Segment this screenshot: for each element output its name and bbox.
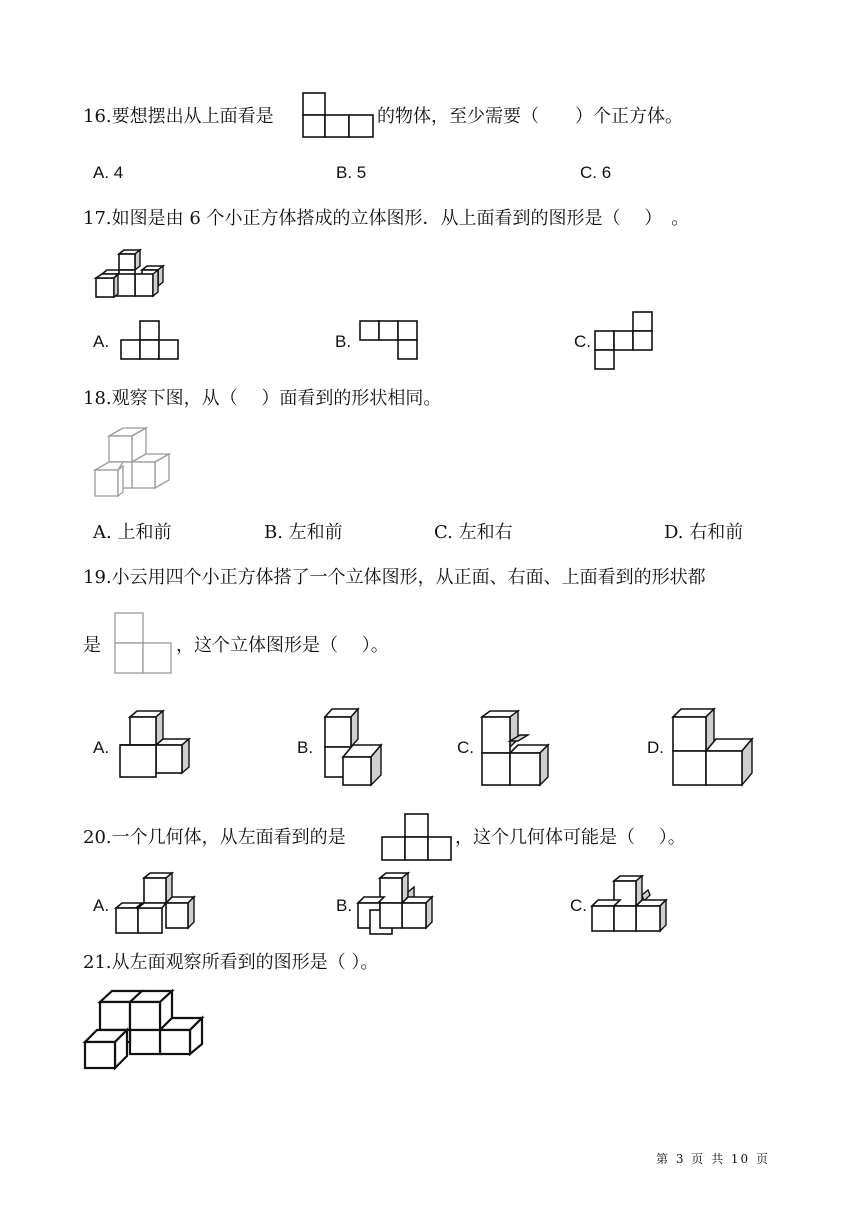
q20-option-b-figure[interactable] [356, 870, 440, 936]
q16-stem-prefix: 16.要想摆出从上面看是 [83, 106, 274, 127]
q20-option-c-label[interactable]: C. [570, 896, 587, 915]
q18-stem: 18.观察下图，从（ ）面看到的形状相同。 [83, 388, 442, 409]
q18-option-c[interactable]: C. 左和右 [434, 522, 513, 543]
q20-stem-suffix: ，这个几何体可能是（ ）。 [455, 827, 686, 848]
q21-stem: 21.从左面观察所看到的图形是（ ）。 [83, 952, 379, 973]
q17-option-a-label[interactable]: A. [93, 332, 110, 351]
q17-option-c-figure[interactable] [594, 311, 656, 371]
q18-option-d[interactable]: D. 右和前 [664, 522, 744, 543]
q18-solid-figure [92, 426, 182, 500]
q20-left-view-figure [381, 813, 453, 863]
q20-option-a-label[interactable]: A. [93, 896, 110, 915]
q16-option-c[interactable]: C. 6 [580, 163, 612, 182]
q20-option-a-figure[interactable] [114, 872, 204, 936]
q18-option-b[interactable]: B. 左和前 [264, 522, 343, 543]
q17-stem: 17.如图是由 6 个小正方体搭成的立体图形．从上面看到的图形是（ ） 。 [83, 208, 690, 229]
q19-option-d-figure[interactable] [670, 705, 760, 789]
q17-option-b-label[interactable]: B. [335, 332, 352, 351]
q17-solid-figure [94, 250, 174, 300]
q19-option-c-figure[interactable] [480, 709, 560, 789]
q20-option-c-figure[interactable] [590, 873, 674, 937]
q19-option-c-label[interactable]: C. [457, 738, 474, 757]
q20-option-b-label[interactable]: B. [336, 896, 353, 915]
q19-stem-suffix: ，这个立体图形是（ ）。 [176, 635, 389, 656]
q19-option-b-figure[interactable] [321, 705, 401, 785]
q19-option-b-label[interactable]: B. [297, 738, 314, 757]
q19-option-a-figure[interactable] [117, 705, 197, 781]
q19-stem-line1: 19.小云用四个小正方体搭了一个立体图形，从正面、右面、上面看到的形状都 [83, 567, 706, 588]
q17-option-a-figure[interactable] [120, 320, 182, 362]
q16-top-view-figure [302, 92, 376, 140]
q19-view-figure [114, 612, 174, 676]
page-number: 第 3 页 共 10 页 [656, 1152, 770, 1166]
q19-option-a-label[interactable]: A. [93, 738, 110, 757]
q16-stem-suffix: 的物体，至少需要（ ）个正方体。 [377, 106, 683, 127]
q16-option-a[interactable]: A. 4 [93, 163, 124, 182]
q16-option-b[interactable]: B. 5 [336, 163, 367, 182]
q17-option-b-figure[interactable] [359, 320, 421, 362]
q17-option-c-label[interactable]: C. [574, 332, 591, 351]
q20-stem-prefix: 20.一个几何体，从左面看到的是 [83, 827, 346, 848]
q21-solid-figure [82, 988, 206, 1072]
q19-stem-prefix: 是 [83, 635, 101, 656]
q19-option-d-label[interactable]: D. [647, 738, 664, 757]
q18-option-a[interactable]: A. 上和前 [93, 522, 172, 543]
